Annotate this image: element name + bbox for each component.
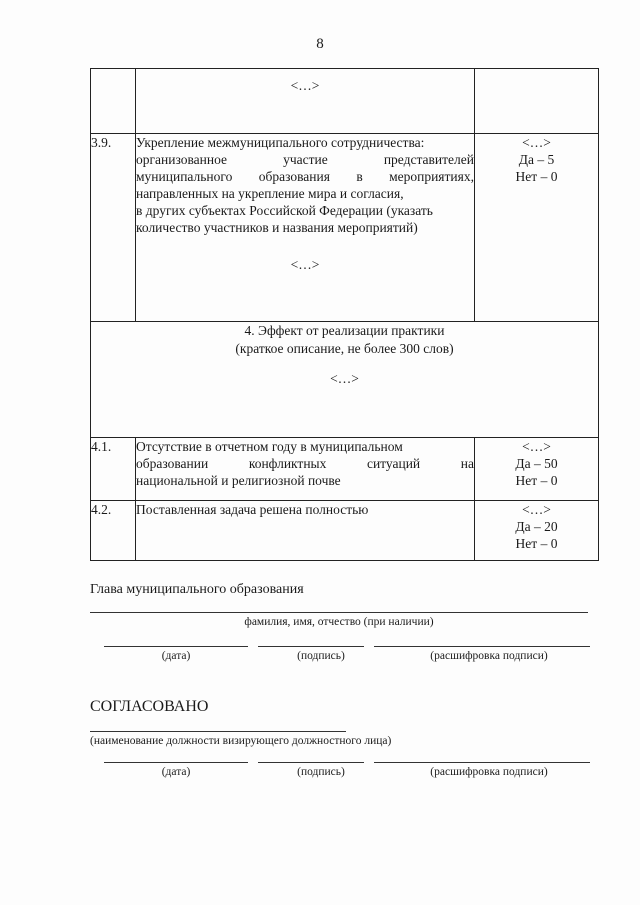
ellipsis: <…> xyxy=(290,78,320,93)
table-row xyxy=(91,322,599,438)
score-ellipsis: <…> xyxy=(522,135,551,150)
decode-caption: (расшифровка подписи) xyxy=(430,766,548,778)
word: в xyxy=(356,169,363,184)
date-caption: (дата) xyxy=(161,766,191,778)
word: участие xyxy=(283,152,328,167)
word: организованное xyxy=(136,152,228,167)
score-no: Нет – 0 xyxy=(515,169,558,184)
desc-line: в других субъектах Российской Федерации (указать xyxy=(136,203,433,218)
date-caption: (дата) xyxy=(161,650,191,662)
score-yes: Да – 5 xyxy=(518,152,555,167)
word: образовании xyxy=(136,456,209,471)
word: мероприятиях, xyxy=(389,169,474,184)
row-description xyxy=(136,134,475,322)
decode-line xyxy=(374,646,590,647)
row-number: 4.1. xyxy=(91,438,136,501)
row-scores xyxy=(475,134,599,322)
score-cell xyxy=(475,69,599,134)
desc-line: Укрепление межмуниципального сотрудничества: xyxy=(136,135,425,150)
decode-line xyxy=(374,762,590,763)
ellipsis: <…> xyxy=(330,371,359,386)
table-row xyxy=(91,501,599,561)
desc-line: направленных на укрепление мира и согласия, xyxy=(136,186,404,201)
row-number: 3.9. xyxy=(91,134,136,322)
row-scores xyxy=(475,438,599,501)
ellipsis: <…> xyxy=(290,257,320,272)
word: представителей xyxy=(383,152,474,167)
page-number: 8 xyxy=(316,36,324,52)
position-caption: (наименование должности визирующего должностного лица) xyxy=(90,735,392,747)
table-row xyxy=(91,438,599,501)
desc-line xyxy=(136,151,474,168)
approved-title: СОГЛАСОВАНО xyxy=(90,698,209,715)
date-line xyxy=(104,646,248,647)
head-title: Глава муниципального образования xyxy=(90,582,304,597)
name-caption: фамилия, имя, отчество (при наличии) xyxy=(244,616,434,628)
score-yes: Да – 50 xyxy=(515,456,558,471)
position-line xyxy=(90,731,346,732)
word: на xyxy=(460,456,474,471)
score-ellipsis: <…> xyxy=(522,502,551,517)
sign-line xyxy=(258,646,364,647)
sign-caption: (подпись) xyxy=(297,766,345,778)
sign-line xyxy=(258,762,364,763)
name-line xyxy=(90,612,588,613)
score-no: Нет – 0 xyxy=(515,536,558,551)
section-heading xyxy=(91,322,599,438)
word: муниципального xyxy=(136,169,233,184)
desc-line: национальной и религиозной почве xyxy=(136,473,341,488)
desc-line xyxy=(136,455,474,472)
desc-line xyxy=(136,168,474,185)
row-description xyxy=(136,501,475,561)
desc-line: Поставленная задача решена полностью xyxy=(136,502,369,517)
section-title: 4. Эффект от реализации практики xyxy=(244,323,445,338)
word: конфликтных xyxy=(248,456,327,471)
sign-caption: (подпись) xyxy=(297,650,345,662)
score-no: Нет – 0 xyxy=(515,473,558,488)
criteria-table xyxy=(90,68,599,561)
num-cell xyxy=(91,69,136,134)
table-row xyxy=(91,69,599,134)
word: ситуаций xyxy=(366,456,421,471)
date-line xyxy=(104,762,248,763)
desc-cell xyxy=(136,69,475,134)
row-number: 4.2. xyxy=(91,501,136,561)
score-ellipsis: <…> xyxy=(522,439,551,454)
row-scores xyxy=(475,501,599,561)
desc-line: Отсутствие в отчетном году в муниципальном xyxy=(136,439,403,454)
decode-caption: (расшифровка подписи) xyxy=(430,650,548,662)
table-row xyxy=(91,134,599,322)
row-description xyxy=(136,438,475,501)
desc-line: количество участников и названия мероприятий) xyxy=(136,220,418,235)
section-subtitle: (краткое описание, не более 300 слов) xyxy=(235,341,454,356)
word: образования xyxy=(258,169,330,184)
score-yes: Да – 20 xyxy=(515,519,558,534)
